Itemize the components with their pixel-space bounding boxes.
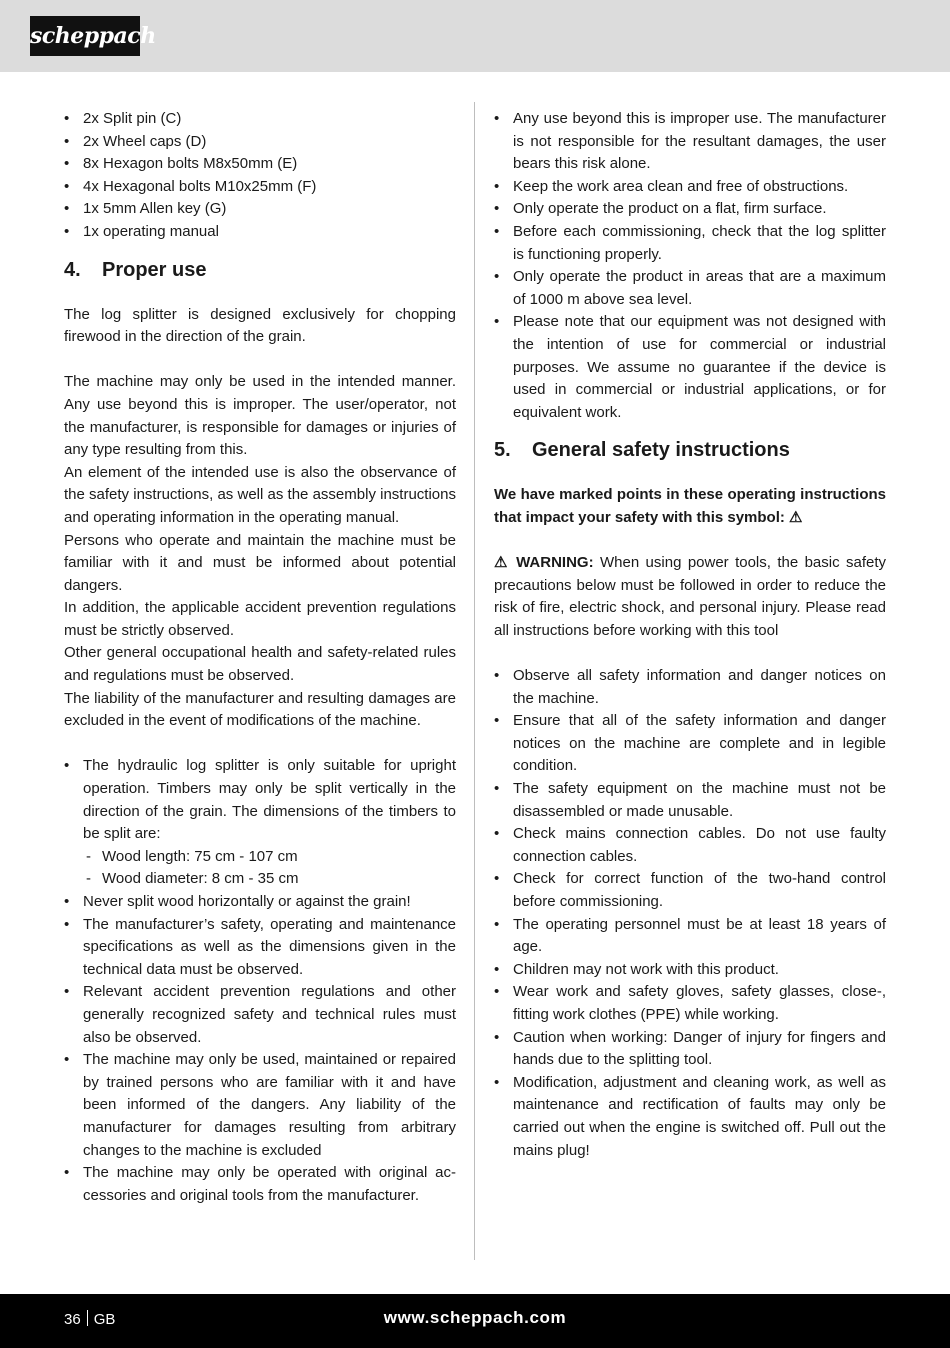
warning-text: When using power tools, the basic safety precautions below must be followed in order to reduce the risk of fire, electric shock, and personal injury. Please read all instructions before working with this tool [494,554,887,639]
language-code: GB [93,1311,116,1328]
list-item: • The safety equipment on the machine must not be disassembled or made unusable. [494,778,886,823]
list-item: • Caution when working: Danger of injury for fingers and hands due to the splitting tool. [494,1027,886,1072]
list-item: • The hydraulic log splitter is only suitable for upright operation. Timbers may only be split vertically in the direction of the grain. The dimensions of the timbers to be split are: [64,755,456,845]
paragraph: The machine may only be used in the intended manner. Any use beyond this is improper. The user/operator, not the manufacturer, is responsible for damages or injuries of any type resulting from this. [64,373,456,459]
left-column [64,108,456,1207]
list-item: • Any use beyond this is improper use. The manufacturer is not responsible for the resultant damages, the user bears this risk alone. [494,108,886,176]
list-item: • 8x Hexagon bolts M8x50mm (E) [64,153,456,176]
paragraph: Persons who operate and maintain the machine must be familiar with it and must be informed about potential dangers. [64,531,456,594]
list-item: • Please note that our equipment was not designed with the intention of use for commercial or industrial purposes. We assume no guarantee if the device is used in commercial or industrial applications, or for equivalent work. [494,311,886,424]
section-5-heading [494,424,886,484]
list-item: • 1x operating manual [64,221,456,244]
website-link[interactable]: www.scheppach.com [383,1308,567,1327]
list-item: • The machine may only be used, maintained or repaired by trained persons who are familiar with it and have been informed of the dangers. Any liability of the manufacturer for damages resulting from arbitrary changes to the machine is excluded [64,1049,456,1162]
paragraph: The liability of the manufacturer and resulting damages are excluded in the event of modifications of the machine. [64,689,456,730]
section-4-heading [64,244,456,304]
list-item: • 2x Split pin (C) [64,108,456,131]
column-divider [474,102,475,1260]
warning-paragraph [494,552,886,642]
list-item: • Children may not work with this product. [494,959,886,982]
section-number: 4. [64,258,81,281]
list-item: • The manufacturer’s safety, operating and maintenance specifications as well as the dimensions given in the technical data must be observed. [64,914,456,982]
list-item: • Keep the work area clean and free of obstructions. [494,176,886,199]
list-item: • Check for correct function of the two-hand control before commissioning. [494,868,886,913]
list-item: • Modification, adjustment and cleaning work, as well as maintenance and rectification of faults may only be carried out when the engine is switched off. Pull out the mains plug! [494,1072,886,1162]
section-title: General safety instructions [532,439,790,462]
page-header [0,0,950,72]
brand-logo: scheppach [30,16,140,56]
list-item: • Wear work and safety gloves, safety glasses, close-, fitting work clothes (PPE) while working. [494,981,886,1026]
list-item: • The machine may only be operated with original accessories and original tools from the manufacturer. [64,1162,456,1207]
list-item: • 2x Wheel caps (D) [64,131,456,154]
list-subitem: - Wood length: 75 cm - 107 cm [64,846,456,869]
section-number: 5. [494,439,511,462]
proper-use-list-continued [494,108,886,424]
list-item: • Before each commissioning, check that the log splitter is functioning properly. [494,221,886,266]
list-item: • Only operate the product in areas that are a maximum of 1000 m above sea level. [494,266,886,311]
list-item: • Ensure that all of the safety information and danger notices on the machine are complete and in legible condition. [494,710,886,778]
list-item: • Check mains connection cables. Do not use faulty connection cables. [494,823,886,868]
safety-list [494,665,886,1162]
symbol-note: We have marked points in these operating instructions that impact your safety with this symbol: ⚠ [494,486,886,526]
warning-label: ⚠ WARNING: [494,554,594,572]
paragraph: The log splitter is designed exclusively for chopping firewood in the direction of the grain. [64,305,456,346]
proper-use-list [64,755,456,1207]
paragraph: Other general occupational health and safety-related rules and regulations must be observed. [64,644,456,685]
contents-list [64,108,456,244]
list-item: • Only operate the product on a flat, firm surface. [494,198,886,221]
page-number: 36 [64,1311,81,1328]
list-subitem: - Wood diameter: 8 cm - 35 cm [64,868,456,891]
list-item: • Never split wood horizontally or against the grain! [64,891,456,914]
list-item: • Observe all safety information and danger notices on the machine. [494,665,886,710]
right-column [494,108,886,1162]
section-title: Proper use [102,258,207,281]
paragraph: An element of the intended use is also the observance of the safety instructions, as well as the assembly instructions and operating information in the operating manual. [64,463,456,526]
page-footer [0,1294,950,1348]
paragraph: In addition, the applicable accident prevention regulations must be strictly observed. [64,599,456,639]
list-item: • The operating personnel must be at least 18 years of age. [494,914,886,959]
list-item: • 1x 5mm Allen key (G) [64,198,456,221]
list-item: • Relevant accident prevention regulations and other generally recognized safety and technical rules must also be observed. [64,981,456,1049]
list-item: • 4x Hexagonal bolts M10x25mm (F) [64,176,456,199]
